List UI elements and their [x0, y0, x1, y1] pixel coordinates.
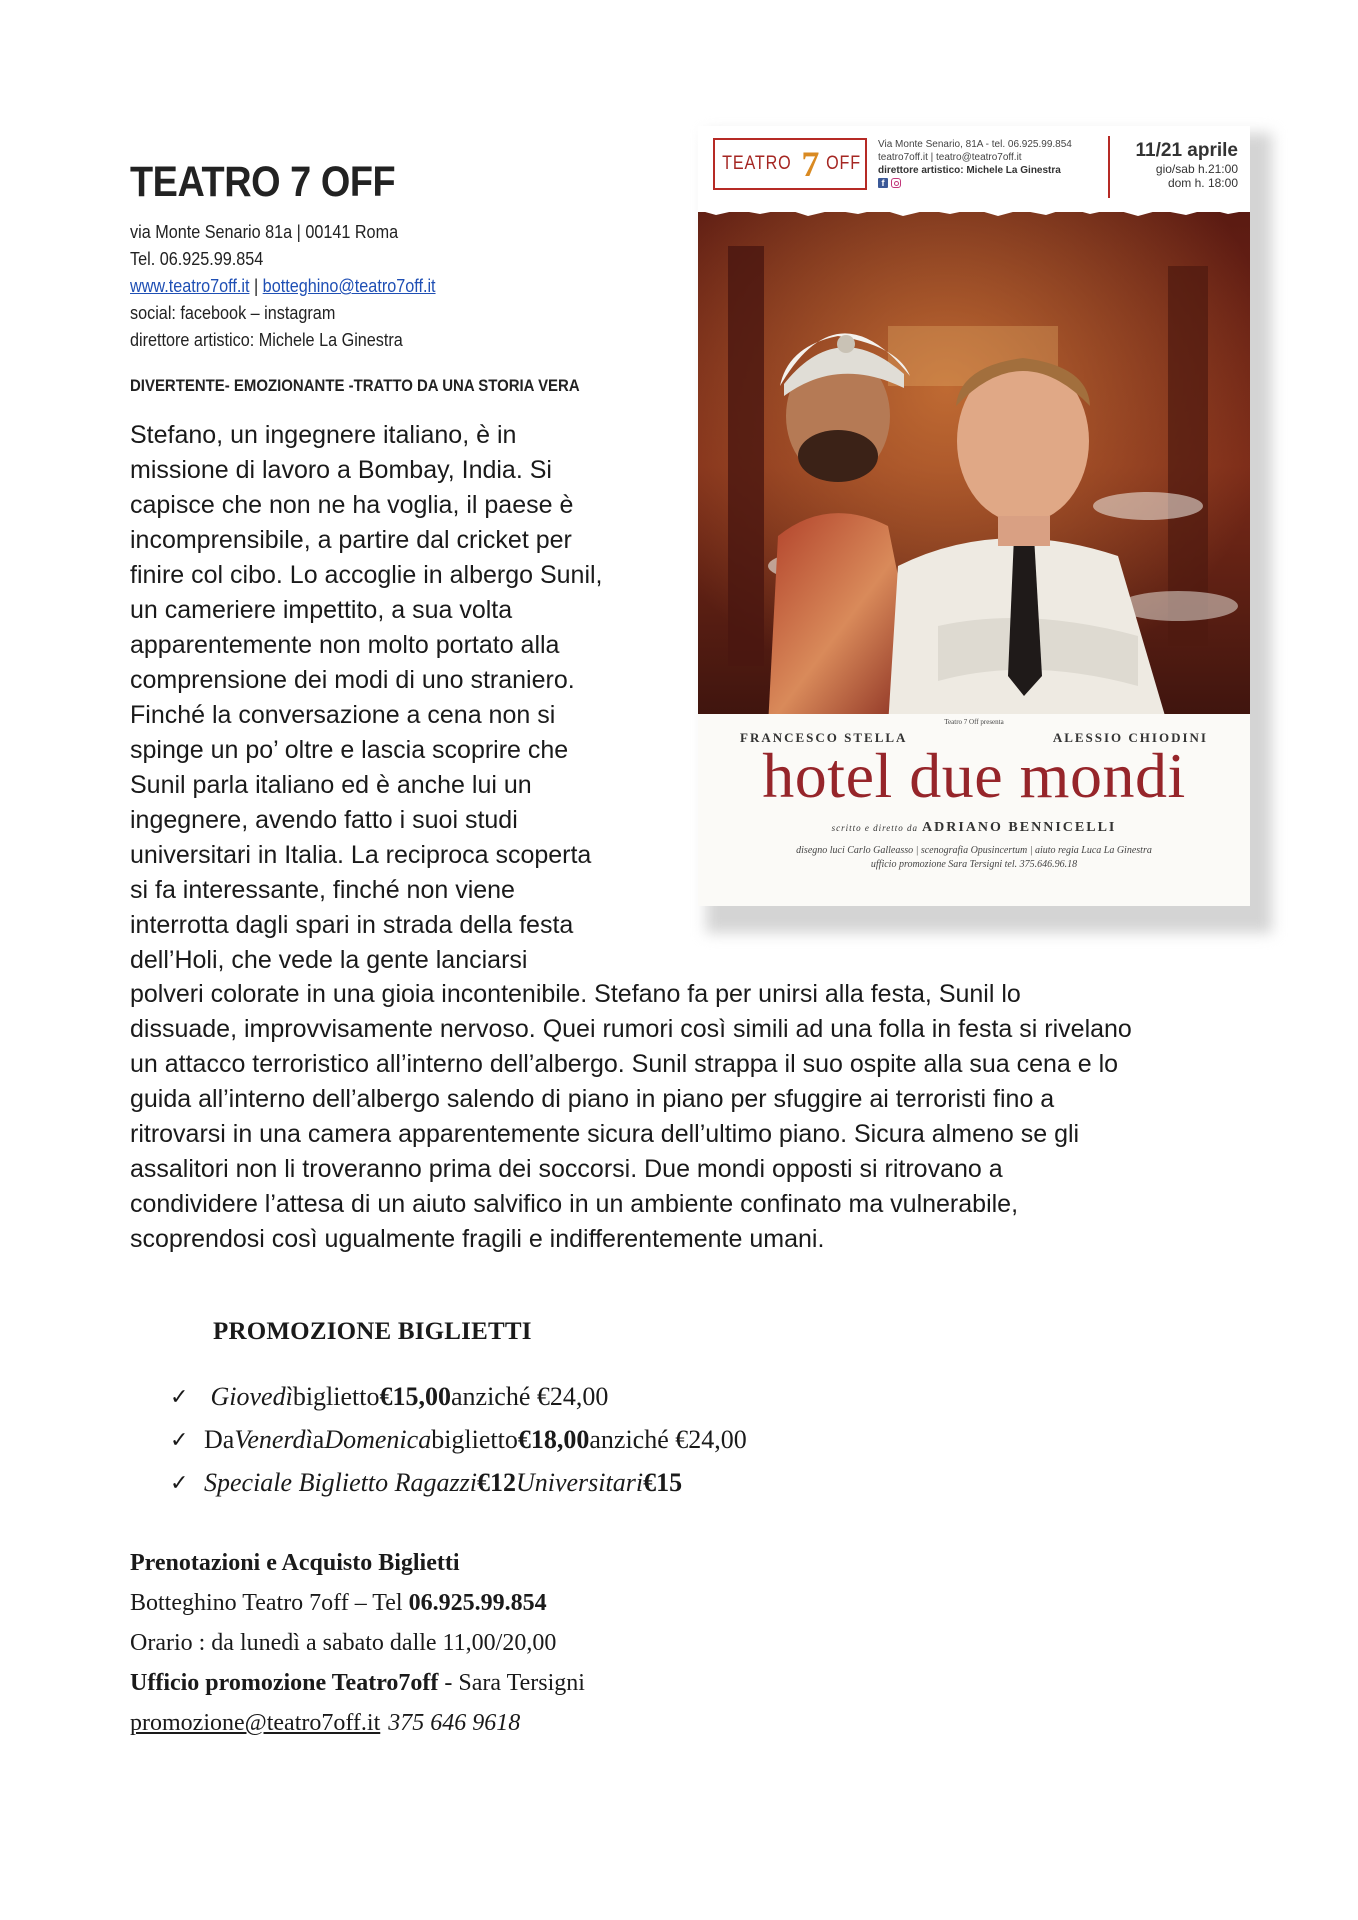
promo-text: Speciale Biglietto Ragazzi — [204, 1467, 477, 1497]
synopsis-line: missione di lavoro a Bombay, India. Si — [130, 456, 552, 484]
theatre-phone: Tel. 06.925.99.854 — [130, 249, 264, 270]
synopsis-line: interrotta dagli spari in strada della festa — [130, 911, 574, 939]
logo-text-right: OFF — [826, 153, 862, 174]
social-icons — [878, 178, 1078, 188]
poster-header — [698, 126, 1250, 212]
poster-credits — [698, 844, 1250, 872]
promo-day: Domenica — [324, 1424, 432, 1454]
show-title: hotel due mondi — [762, 740, 1186, 811]
promo-heading: PROMOZIONE BIGLIETTI — [213, 1318, 532, 1345]
promo-phone: 375 646 9618 — [388, 1710, 521, 1736]
check-icon: ✓ — [170, 1383, 189, 1409]
poster-dates — [1136, 140, 1238, 190]
synopsis-line: ingegnere, avendo fatto i suoi studi — [130, 806, 518, 834]
poster-time-weekday: gio/sab h.21:00 — [1155, 162, 1238, 176]
poster-divider — [1108, 136, 1110, 198]
theatre-header — [130, 160, 690, 354]
promo-text: biglietto — [431, 1424, 518, 1454]
synopsis-line: comprensione dei modi di uno straniero. — [130, 666, 575, 694]
poster-director: direttore artistico: Michele La Ginestra — [878, 165, 1061, 176]
synopsis-line: polveri colorate in una gioia incontenibile. Stefano fa per unirsi alla festa, Sunil lo — [130, 980, 1021, 1008]
poster-date-range: 11/21 aprile — [1135, 140, 1238, 161]
poster-address: Via Monte Senario, 81A - tel. 06.925.99.854 — [878, 139, 1072, 150]
check-icon: ✓ — [170, 1469, 189, 1495]
synopsis-line: assalitori non li troveranno prima dei soccorsi. Due mondi opposti si ritrovano a — [130, 1155, 1003, 1183]
promo-day: Giovedì — [210, 1381, 293, 1411]
synopsis-narrow — [130, 418, 690, 978]
link-separator: | — [249, 276, 263, 297]
promo-price: €15 — [643, 1467, 683, 1497]
synopsis-line: un cameriere impettito, a sua volta — [130, 596, 513, 624]
synopsis-line: spinge un po’ oltre e lascia scoprire che — [130, 736, 569, 764]
promo-day: Venerdì — [234, 1424, 313, 1454]
logo-text-left: TEATRO — [721, 153, 792, 174]
promo-text: a — [312, 1424, 325, 1454]
synopsis-line: dissuade, improvvisamente nervoso. Quei rumori così simili ad una folla in festa si rivelano — [130, 1015, 1132, 1043]
synopsis-wide — [130, 977, 1250, 1257]
actor-left: FRANCESCO STELLA — [740, 730, 908, 745]
promo-text: anziché €24,00 — [589, 1424, 747, 1454]
written-by — [698, 818, 1250, 836]
synopsis-line: ritrovarsi in una camera apparentemente sicura dell’ultimo piano. Sicura almeno se gli — [130, 1120, 1080, 1148]
promo-office-label: Ufficio promozione Teatro7off — [130, 1670, 439, 1696]
synopsis-line: finire col cibo. Lo accoglie in albergo Sunil, — [130, 561, 603, 589]
promo-item-weekend — [170, 1418, 747, 1461]
synopsis-line: scoprendosi così ugualmente fragili e indifferentemente umani. — [130, 1225, 825, 1253]
promo-price: €12 — [476, 1467, 516, 1497]
synopsis-line: guida all’interno dell’albergo salendo di piano in piano per sfuggire ai terroristi fino a — [130, 1085, 1055, 1113]
poster-photo-illustration — [698, 206, 1250, 726]
torn-edge — [698, 204, 1250, 218]
logo-seven: 7 — [801, 144, 820, 184]
promo-email-link[interactable]: promozione@teatro7off.it — [130, 1710, 381, 1736]
box-office-phone: 06.925.99.854 — [408, 1590, 547, 1616]
promo-price: €15,00 — [379, 1381, 451, 1411]
synopsis-line: dell’Holi, che vede la gente lanciarsi — [130, 946, 528, 974]
poster-web: teatro7off.it | teatro@teatro7off.it — [878, 152, 1022, 163]
author-name: ADRIANO BENNICELLI — [922, 820, 1117, 835]
poster-contact — [878, 138, 1078, 188]
actor-right: ALESSIO CHIODINI — [1052, 730, 1208, 745]
written-prefix: scritto e diretto da — [831, 823, 919, 833]
theatre-name: TEATRO 7 OFF — [130, 158, 396, 206]
synopsis-line: Sunil parla italiano ed è anche lui un — [130, 771, 532, 799]
synopsis-line: apparentemente non molto portato alla — [130, 631, 560, 659]
synopsis-line: incomprensibile, a partire dal cricket per — [130, 526, 572, 554]
synopsis-line: si fa interessante, finché non viene — [130, 876, 515, 904]
synopsis-line: condividere l’attesa di un aiuto salvifico in un ambiente confinato ma vulnerabile, — [130, 1190, 1019, 1218]
theatre-social: social: facebook – instagram — [130, 303, 336, 324]
show-poster — [698, 126, 1250, 906]
promo-text: Universitari — [515, 1467, 644, 1497]
poster-presents: Teatro 7 Off presenta — [944, 718, 1004, 726]
poster-photo — [698, 206, 1250, 726]
email-link[interactable]: botteghino@teatro7off.it — [262, 276, 436, 297]
promo-price: €18,00 — [517, 1424, 590, 1454]
booking-heading: Prenotazioni e Acquisto Biglietti — [130, 1550, 460, 1576]
theatre-links — [130, 273, 634, 300]
synopsis-line: capisce che non ne ha voglia, il paese è — [130, 491, 574, 519]
promo-list — [170, 1375, 747, 1504]
synopsis-line: Finché la conversazione a cena non si — [130, 701, 556, 729]
booking-info — [130, 1543, 585, 1743]
promo-text: biglietto — [292, 1381, 380, 1411]
synopsis-line: Stefano, un ingegnere italiano, è in — [130, 421, 517, 449]
check-icon: ✓ — [170, 1426, 189, 1452]
tagline: DIVERTENTE- EMOZIONANTE -TRATTO DA UNA STORIA VERA — [130, 376, 580, 395]
website-link[interactable]: www.teatro7off.it — [130, 276, 250, 297]
instagram-icon — [891, 178, 901, 188]
theatre-director: direttore artistico: Michele La Ginestra — [130, 330, 403, 351]
promo-item-special — [170, 1461, 747, 1504]
synopsis-line: universitari in Italia. La reciproca scoperta — [130, 841, 592, 869]
promo-text: anziché €24,00 — [450, 1381, 609, 1411]
facebook-icon: f — [878, 178, 888, 188]
poster-time-sunday: dom h. 18:00 — [1167, 176, 1238, 190]
promo-item-thursday — [170, 1375, 747, 1418]
promo-text: Da — [204, 1424, 235, 1454]
synopsis-line: un attacco terroristico all’interno dell’albergo. Sunil strappa il suo ospite alla sua cena e lo — [130, 1050, 1119, 1078]
credits-line: disegno luci Carlo Galleasso | scenografia Opusincertum | aiuto regia Luca La Ginestra — [796, 845, 1152, 856]
promo-office-contact: - Sara Tersigni — [438, 1670, 585, 1696]
box-office-label: Botteghino Teatro 7off – Tel — [130, 1590, 409, 1616]
credits-line: ufficio promozione Sara Tersigni tel. 375.646.96.18 — [870, 859, 1078, 870]
theatre-logo — [713, 138, 867, 190]
opening-hours: Orario : da lunedì a sabato dalle 11,00/20,00 — [130, 1630, 557, 1656]
theatre-address: via Monte Senario 81a | 00141 Roma — [130, 222, 399, 243]
